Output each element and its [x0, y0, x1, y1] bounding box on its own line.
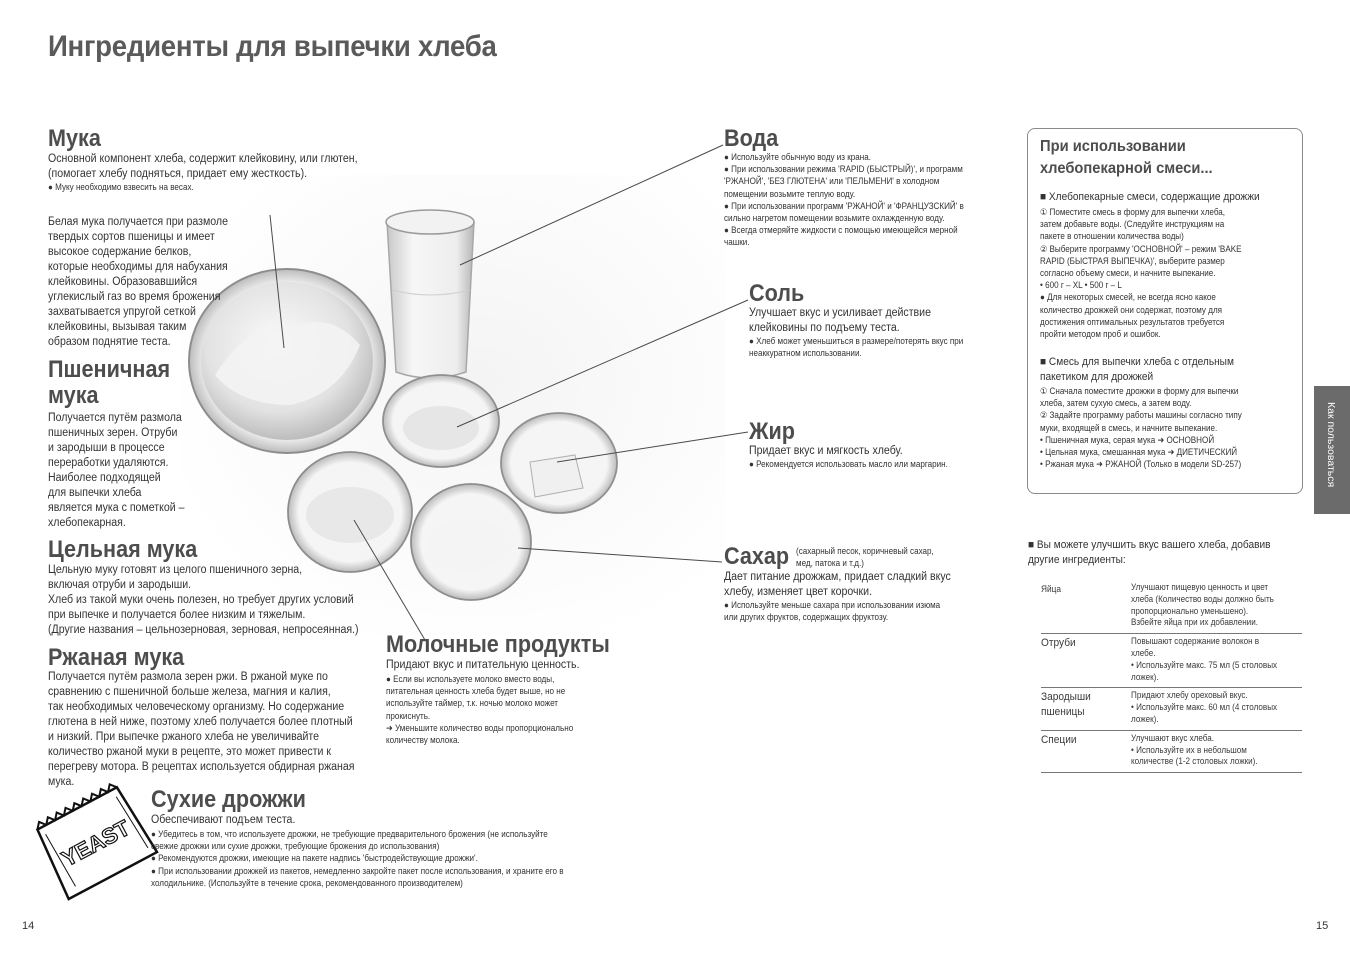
white-flour-text: Белая мука получается при размоле твердых сортов пшеницы и имеет высокое содержание белков, которые необходимы для набухания клейковины. Образовавшийся углекислый газ во время брожения захватывается упругой сеткой клейковины, вызывая таким образом поднятие теста.: [48, 216, 228, 348]
salt-notes: ● Хлеб может уменьшиться в размере/потерять вкус при неаккуратном использовании.: [749, 336, 964, 359]
sugar-subtitle: Дает питание дрожжам, придает сладкий вкус хлебу, изменяет цвет корочки.: [724, 571, 951, 598]
salt-bowl-icon: [383, 375, 499, 467]
whole-flour-text: Цельную муку готовят из целого пшеничного зерна, включая отруби и зародыши. Хлеб из такой муки очень полезен, но требует других условий при выпечке и получается более низким и тяжелым. (Другие названия – цельнозерновая, зерновая, непросеянная.): [48, 564, 359, 636]
table-row: [1041, 730, 1302, 772]
water-title: Вода: [724, 125, 779, 152]
wheat-flour-title: Пшеничная мука: [48, 356, 171, 409]
powder-bowl-icon: [288, 452, 412, 572]
wheat-flour-text: Получается путём размола пшеничных зерен. Отруби и зародыши в процессе переработки удаляются. Наиболее подходящей для выпечки хлеба является мука с пометкой – хлебопекарная.: [48, 412, 185, 529]
mix-section-1-text: ① Поместите смесь в форму для выпечки хлеба, затем добавьте воды. (Следуйте инструкциям на пакете в отношении количества воды) ② Выберите программу 'ОСНОВНОЙ' – режим 'BAKE RAPID (БЫСТРАЯ ВЫПЕЧКА)', выберите размер согласно объему смеси, и начните выпекание. • 600 г – XL • 500 г – L ● Для некоторых смесей, не всегда ясно какое количество дрожжей они содержат, поэтому для достижения оптимальных результатов требуется пройти методом проб и ошибок.: [1040, 207, 1242, 340]
table-row: [1041, 688, 1302, 730]
extras-desc: Улучшают вкус хлеба. • Используйте их в небольшом количестве (1-2 столовых ложки).: [1131, 732, 1258, 767]
bread-mix-title: При использовании хлебопекарной смеси...: [1040, 138, 1213, 177]
rye-flour-text: Получается путём размола зерен ржи. В ржаной муке по сравнению с пшеничной больше железа, магния и калия, так необходимых человеческому организму. Но содержание глютена в ней ниже, поэтому хлеб получается более плотный и низкий. При выпечке ржаного хлеба не увеличивайте количество ржаной муки в рецепте, это может привести к перегреву мотора. В рецептах используется обдирная ржаная мука.: [48, 671, 355, 788]
water-glass-icon: [386, 210, 474, 378]
extras-table: [1041, 580, 1302, 773]
mix-section-1-heading: ■ Хлебопекарные смеси, содержащие дрожжи: [1040, 191, 1260, 203]
dairy-title: Молочные продукты: [386, 631, 610, 658]
extras-desc: Улучшают пищевую ценность и цвет хлеба (Количество воды должно быть пропорционально уменьшено). Взбейте яйца при их добавлении.: [1131, 582, 1274, 628]
water-notes: ● Используйте обычную воду из крана. ● При использовании режима 'RAPID (БЫСТРЫЙ)', и программ 'РЖАНОЙ', 'БЕЗ ГЛЮТЕНА' или 'ПЕЛЬМЕНИ' в холодном помещении возьмите теплую воду. ● При использовании программ 'РЖАНОЙ' и 'ФРАНЦУЗСКИЙ' в сильно нагретом помещении возьмите охлажденную воду. ● Всегда отмеряйте жидкости с помощью имеющейся мерной чашки.: [724, 152, 964, 248]
table-row: [1041, 580, 1302, 634]
extras-name: Специи: [1041, 733, 1077, 746]
fat-subtitle: Придает вкус и мягкость хлебу.: [749, 445, 903, 457]
fat-notes: ● Рекомендуется использовать масло или маргарин.: [749, 459, 948, 469]
side-tab-label: Как пользоваться: [1325, 402, 1337, 488]
extras-desc: Повышают содержание волокон в хлебе. • Используйте макс. 75 мл (5 столовых ложек).: [1131, 636, 1278, 682]
page-number-right: 15: [1316, 920, 1329, 932]
flour-text: Основной компонент хлеба, содержит клейковину, или глютен, (помогает хлебу подняться, придает ему жесткость).: [48, 153, 358, 180]
yeast-title: Сухие дрожжи: [151, 786, 306, 813]
extras-name: Яйца: [1041, 584, 1061, 594]
extras-name: Зародыши пшеницы: [1041, 691, 1091, 719]
mix-section-2-heading: ■ Смесь для выпечки хлеба с отдельным пакетиком для дрожжей: [1040, 356, 1234, 383]
dairy-subtitle: Придают вкус и питательную ценность.: [386, 659, 580, 671]
mix-section-2-text: ① Сначала поместите дрожжи в форму для выпечки хлеба, затем сухую смесь, а затем воду. ② Задайте программу работы машины согласно типу муки, входящей в смесь, и начните выпекание. • Пшеничная мука, серая мука ➜ ОСНОВНОЙ • Цельная мука, смешанная мука ➜ ДИЕТИЧЕСКИЙ • Ржаная мука ➜ РЖАНОЙ (Только в модели SD-257): [1040, 386, 1242, 470]
butter-bowl-icon: [501, 413, 617, 513]
flour-title: Мука: [48, 125, 101, 152]
sugar-aside: (сахарный песок, коричневый сахар, мед, патока и т.д.): [796, 546, 934, 569]
dairy-notes: ● Если вы используете молоко вместо воды, питательная ценность хлеба будет выше, но не используйте таймер, т.к. ночью молоко может прокиснуть. ➜ Уменьшите количество воды пропорционально количеству молока.: [386, 674, 574, 746]
salt-subtitle: Улучшает вкус и усиливает действие клейковины по подъему теста.: [749, 307, 931, 334]
sugar-title: Сахар: [724, 543, 790, 570]
extras-name: Отруби: [1041, 637, 1076, 650]
extras-intro: ■ Вы можете улучшить вкус вашего хлеба, добавив другие ингредиенты:: [1028, 539, 1271, 566]
fat-title: Жир: [749, 418, 795, 445]
yeast-packet-label: YEAST: [57, 815, 134, 872]
yeast-subtitle: Обеспечивают подъем теста.: [151, 814, 296, 826]
page-number-left: 14: [22, 920, 35, 932]
yeast-notes: ● Убедитесь в том, что используете дрожжи, не требующие предварительного брожения (не используйте свежие дрожжи или сухие дрожжи, требующие брожения до использования) ● Рекомендуются дрожжи, имеющие на пакете надпись 'быстродействующие дрожжи'. ● При использовании дрожжей из пакетов, немедленно закройте пакет после использования, и храните его в холодильнике. (Используйте в течение срока, рекомендованного производителем): [151, 829, 564, 888]
sugar-notes: ● Используйте меньше сахара при использовании изюма или других фруктов, содержащих фруктозу.: [724, 600, 941, 623]
rye-flour-title: Ржаная мука: [48, 644, 185, 671]
salt-title: Соль: [749, 280, 805, 307]
yeast-packet-icon: [30, 780, 157, 899]
milk-bowl-icon: [411, 484, 531, 600]
flour-note: ● Муку необходимо взвесить на весах.: [48, 182, 194, 192]
whole-flour-title: Цельная мука: [48, 536, 198, 563]
table-row: [1041, 634, 1302, 688]
extras-desc: Придают хлебу ореховый вкус. • Используйте макс. 60 мл (4 столовых ложек).: [1131, 690, 1278, 724]
page-title: Ингредиенты для выпечки хлеба: [48, 30, 497, 63]
side-tab: [1314, 386, 1350, 514]
